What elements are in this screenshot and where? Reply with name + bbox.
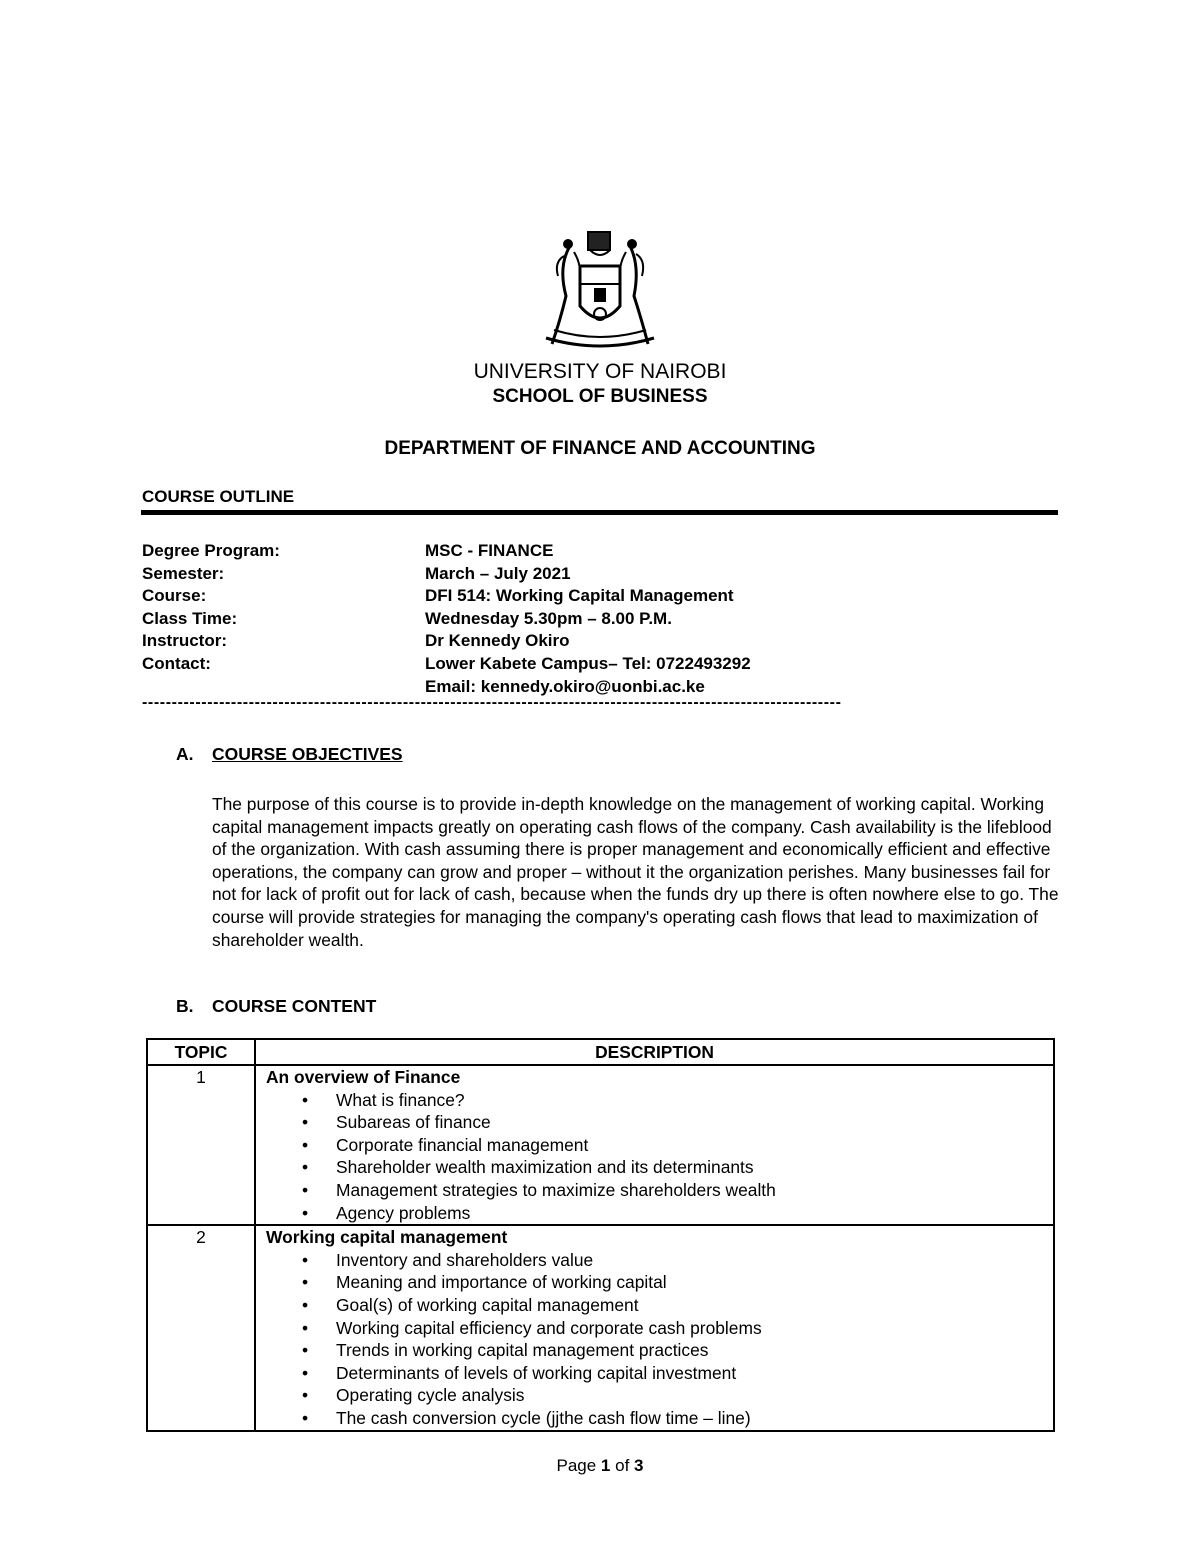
info-row	[142, 585, 751, 608]
list-item: • Management strategies to maximize shareholders wealth	[266, 1179, 1053, 1202]
total-pages: 3	[634, 1456, 644, 1475]
list-item: • Shareholder wealth maximization and its determinants	[266, 1156, 1053, 1179]
university-name: UNIVERSITY OF NAIROBI	[473, 360, 727, 383]
info-value: MSC - FINANCE	[425, 541, 554, 560]
section-letter: B.	[176, 996, 194, 1016]
topic-number: 2	[147, 1225, 255, 1430]
list-item: • Corporate financial management	[266, 1134, 1053, 1157]
school-name: SCHOOL OF BUSINESS	[492, 386, 708, 407]
list-item: • Determinants of levels of working capital investment	[266, 1362, 1053, 1385]
current-page-number: 1	[600, 1456, 611, 1475]
objectives-paragraph: The purpose of this course is to provide in-depth knowledge on the management of working capital. Working capital management impacts greatly on operating cash flows of the company. Cash availability is the lifeblood of the organization. With cash assuming there is proper management and economically efficient and effective operations, the company can grow and proper – without it the organization perishes. Many businesses fail for not for lack of profit out for lack of cash, because when the funds dry up there is often nowhere else to go. The course will provide strategies for managing the company's operating cash flows that lead to maximization of shareholder wealth.	[212, 794, 1059, 950]
table-header-row	[147, 1039, 1054, 1065]
list-item: • What is finance?	[266, 1089, 1053, 1112]
list-item: • Agency problems	[266, 1202, 1053, 1225]
heading-rule	[141, 510, 1058, 515]
info-row	[142, 630, 751, 653]
info-row	[142, 608, 751, 631]
contact-email: Email: kennedy.okiro@uonbi.ac.ke	[425, 676, 705, 696]
table-row	[147, 1065, 1054, 1225]
section-title: COURSE OBJECTIVES	[212, 744, 403, 764]
list-item: • Operating cycle analysis	[266, 1384, 1053, 1407]
description-header: DESCRIPTION	[255, 1039, 1054, 1065]
info-value: Wednesday 5.30pm – 8.00 P.M.	[425, 608, 672, 628]
list-item: • Inventory and shareholders value	[266, 1249, 1053, 1272]
topic-number: 1	[147, 1065, 255, 1225]
info-value: DFI 514: Working Capital Management	[425, 586, 734, 606]
topic-title: An overview of Finance	[266, 1067, 461, 1087]
topic-header: TOPIC	[147, 1039, 255, 1065]
course-outline-title: COURSE OUTLINE	[142, 487, 295, 506]
page-word: Page	[556, 1456, 597, 1475]
list-item: • Working capital efficiency and corporate cash problems	[266, 1317, 1053, 1340]
info-row	[142, 540, 751, 563]
list-item: • Subareas of finance	[266, 1111, 1053, 1134]
topic-items	[266, 1249, 1053, 1430]
topic-description	[255, 1065, 1054, 1225]
university-crest-logo	[540, 226, 660, 352]
dashed-separator: ----------------------------------------------------------------------------------------------------------------------	[142, 694, 842, 711]
info-row	[142, 653, 751, 676]
list-item: • The cash conversion cycle (jjthe cash flow time – line)	[266, 1407, 1053, 1430]
topic-items	[266, 1089, 1053, 1225]
info-label: Semester:	[142, 563, 225, 583]
of-word: of	[615, 1456, 630, 1475]
course-info	[142, 540, 751, 698]
info-label: Degree Program:	[142, 541, 280, 560]
course-content-table	[146, 1038, 1055, 1432]
list-item: • Trends in working capital management practices	[266, 1339, 1053, 1362]
info-label: Course:	[142, 586, 207, 606]
topic-description	[255, 1225, 1054, 1430]
info-value: Dr Kennedy Okiro	[425, 631, 570, 651]
list-item: • Goal(s) of working capital management	[266, 1294, 1053, 1317]
table-row	[147, 1225, 1054, 1430]
department-name: DEPARTMENT OF FINANCE AND ACCOUNTING	[384, 438, 816, 459]
info-value: Lower Kabete Campus– Tel: 0722493292	[425, 653, 751, 673]
section-b-heading	[176, 996, 376, 1017]
page-footer	[0, 1456, 1200, 1476]
list-item: • Meaning and importance of working capital	[266, 1271, 1053, 1294]
info-row	[142, 563, 751, 586]
section-a-heading	[176, 744, 403, 765]
info-label: Contact:	[142, 653, 211, 673]
topic-title: Working capital management	[266, 1227, 508, 1248]
info-value: March – July 2021	[425, 563, 571, 583]
info-label: Instructor:	[142, 631, 227, 651]
section-letter: A.	[176, 744, 194, 764]
info-label: Class Time:	[142, 608, 238, 628]
section-title: COURSE CONTENT	[212, 996, 377, 1016]
